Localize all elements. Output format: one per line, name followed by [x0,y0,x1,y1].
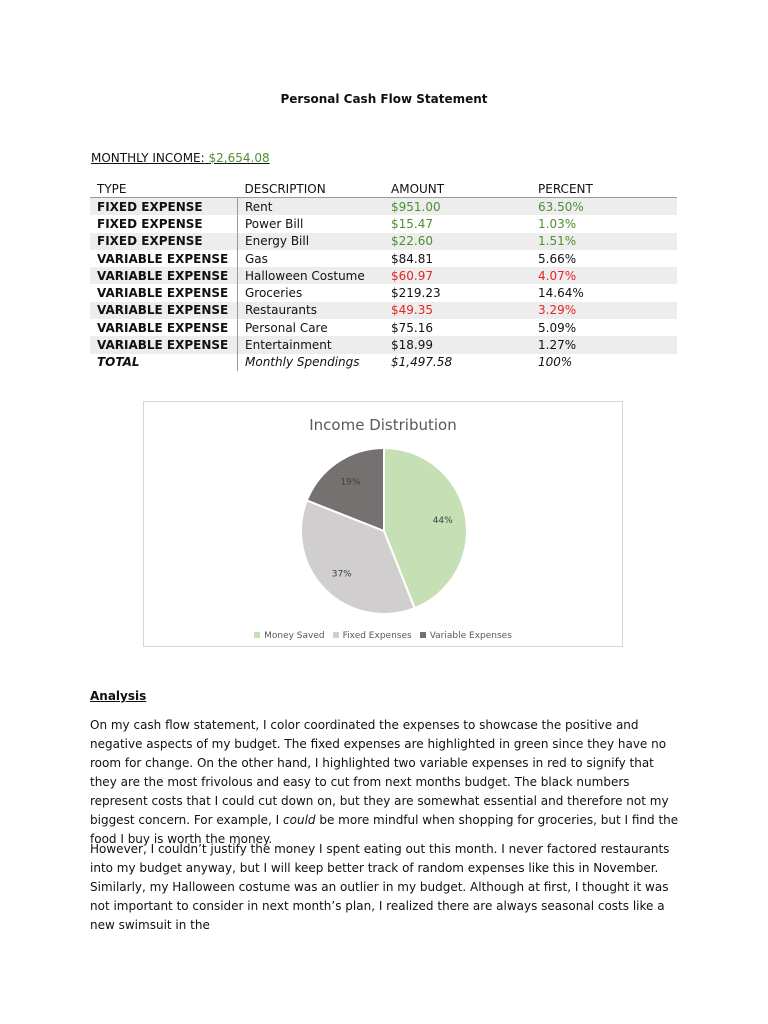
legend-item [420,631,512,641]
cell-amount: $22.60 [384,233,531,250]
cell-type: VARIABLE EXPENSE [90,302,238,319]
cell-amount: $15.47 [391,216,433,231]
cell-amount: $219.23 [391,286,441,301]
cell-description: Restaurants [238,302,385,319]
table-row [90,198,677,216]
analysis-heading: Analysis [90,689,147,703]
cell-amount: $84.81 [391,251,433,266]
cell-percent: 1.03% [538,216,577,231]
table-row [90,302,677,319]
table-row [90,250,677,267]
cell-description: Groceries [238,284,385,301]
paragraph-1-text-b: be more mindful when shopping for groceries, but I find the food I buy is worth the money. [90,813,679,846]
cash-flow-table [90,180,677,371]
cell-type: VARIABLE EXPENSE [90,336,238,353]
cell-type: VARIABLE EXPENSE [97,286,229,301]
pie-data-label: 44% [432,515,453,526]
cell-description: Energy Bill [238,233,385,250]
cell-amount: $49.35 [384,302,531,319]
legend-item [333,631,412,641]
analysis-paragraph-1 [90,716,682,849]
cell-percent: 1.51% [531,233,677,250]
cell-percent: 3.29% [531,302,677,319]
cell-type: FIXED EXPENSE [90,198,238,216]
legend-swatch [254,632,260,638]
table-total-row [90,354,677,371]
monthly-income-value: $2,654.08 [208,151,270,165]
legend-label: Variable Expenses [429,631,512,641]
legend-label: Fixed Expenses [342,631,412,641]
paragraph-1-emphasis: could [283,813,316,827]
cell-amount: $18.99 [384,336,531,353]
cell-description: Entertainment [238,336,385,353]
cell-description: Rent [238,198,385,216]
table-row [90,319,677,336]
pie-data-label: 37% [331,569,352,580]
income-distribution-chart [143,401,623,647]
header-percent: PERCENT [531,180,677,198]
cell-percent: 5.66% [538,251,577,266]
legend-swatch [333,632,339,638]
cell-type: FIXED EXPENSE [90,233,238,250]
table-row [90,215,677,232]
table-row [90,284,677,301]
header-description: DESCRIPTION [238,180,385,198]
legend-swatch [420,632,426,638]
paragraph-1-text-a: On my cash flow statement, I color coordinated the expenses to showcase the positive and negative aspects of my budget. The fixed expenses are highlighted in green since they have no room for change. On the other hand, I highlighted two variable expenses in red to signify that they are the most frivolous and easy to cut from next months budget. The black numbers represent costs that I could cut down on, but they are somewhat essential and therefore not my biggest concern. For example, I [90,718,669,827]
cell-type: VARIABLE EXPENSE [97,320,229,335]
table-header-row [90,180,677,198]
monthly-income-label: MONTHLY INCOME: [91,151,205,165]
monthly-income [91,151,270,165]
chart-legend [144,631,622,641]
cell-description: Personal Care [238,319,385,336]
table-row [90,267,677,284]
table-row [90,233,677,250]
pie-data-label: 19% [340,477,361,488]
header-type: TYPE [90,180,238,198]
total-amount: $1,497.58 [391,355,453,370]
total-percent: 100% [538,355,573,370]
cell-amount: $60.97 [384,267,531,284]
cell-percent: 14.64% [538,286,584,301]
chart-title: Income Distribution [309,416,457,434]
pie-chart [144,402,622,646]
table-row [90,336,677,353]
cell-description: Halloween Costume [238,267,385,284]
header-amount: AMOUNT [384,180,531,198]
cell-percent: 5.09% [538,320,577,335]
total-type: TOTAL [97,355,140,370]
legend-label: Money Saved [264,631,325,641]
cell-description: Gas [238,250,385,267]
cell-amount: $75.16 [391,320,433,335]
legend-item [254,631,325,641]
cell-percent: 1.27% [531,336,677,353]
cell-amount: $951.00 [384,198,531,216]
cell-percent: 4.07% [531,267,677,284]
cell-type: VARIABLE EXPENSE [90,267,238,284]
cell-type: FIXED EXPENSE [97,216,203,231]
total-description: Monthly Spendings [238,354,385,371]
cell-description: Power Bill [238,215,385,232]
cell-type: VARIABLE EXPENSE [97,251,229,266]
page-title: Personal Cash Flow Statement [280,92,488,106]
analysis-paragraph-2: However, I couldn’t justify the money I spent eating out this month. I never factored restaurants into my budget anyway, but I will keep better track of random expenses like this in November. Similarly, my Halloween costume was an outlier in my budget. Although at first, I thought it was not important to consider in next month’s plan, I realized there are always seasonal costs like a new swimsuit in the [90,842,670,932]
cell-percent: 63.50% [531,198,677,216]
